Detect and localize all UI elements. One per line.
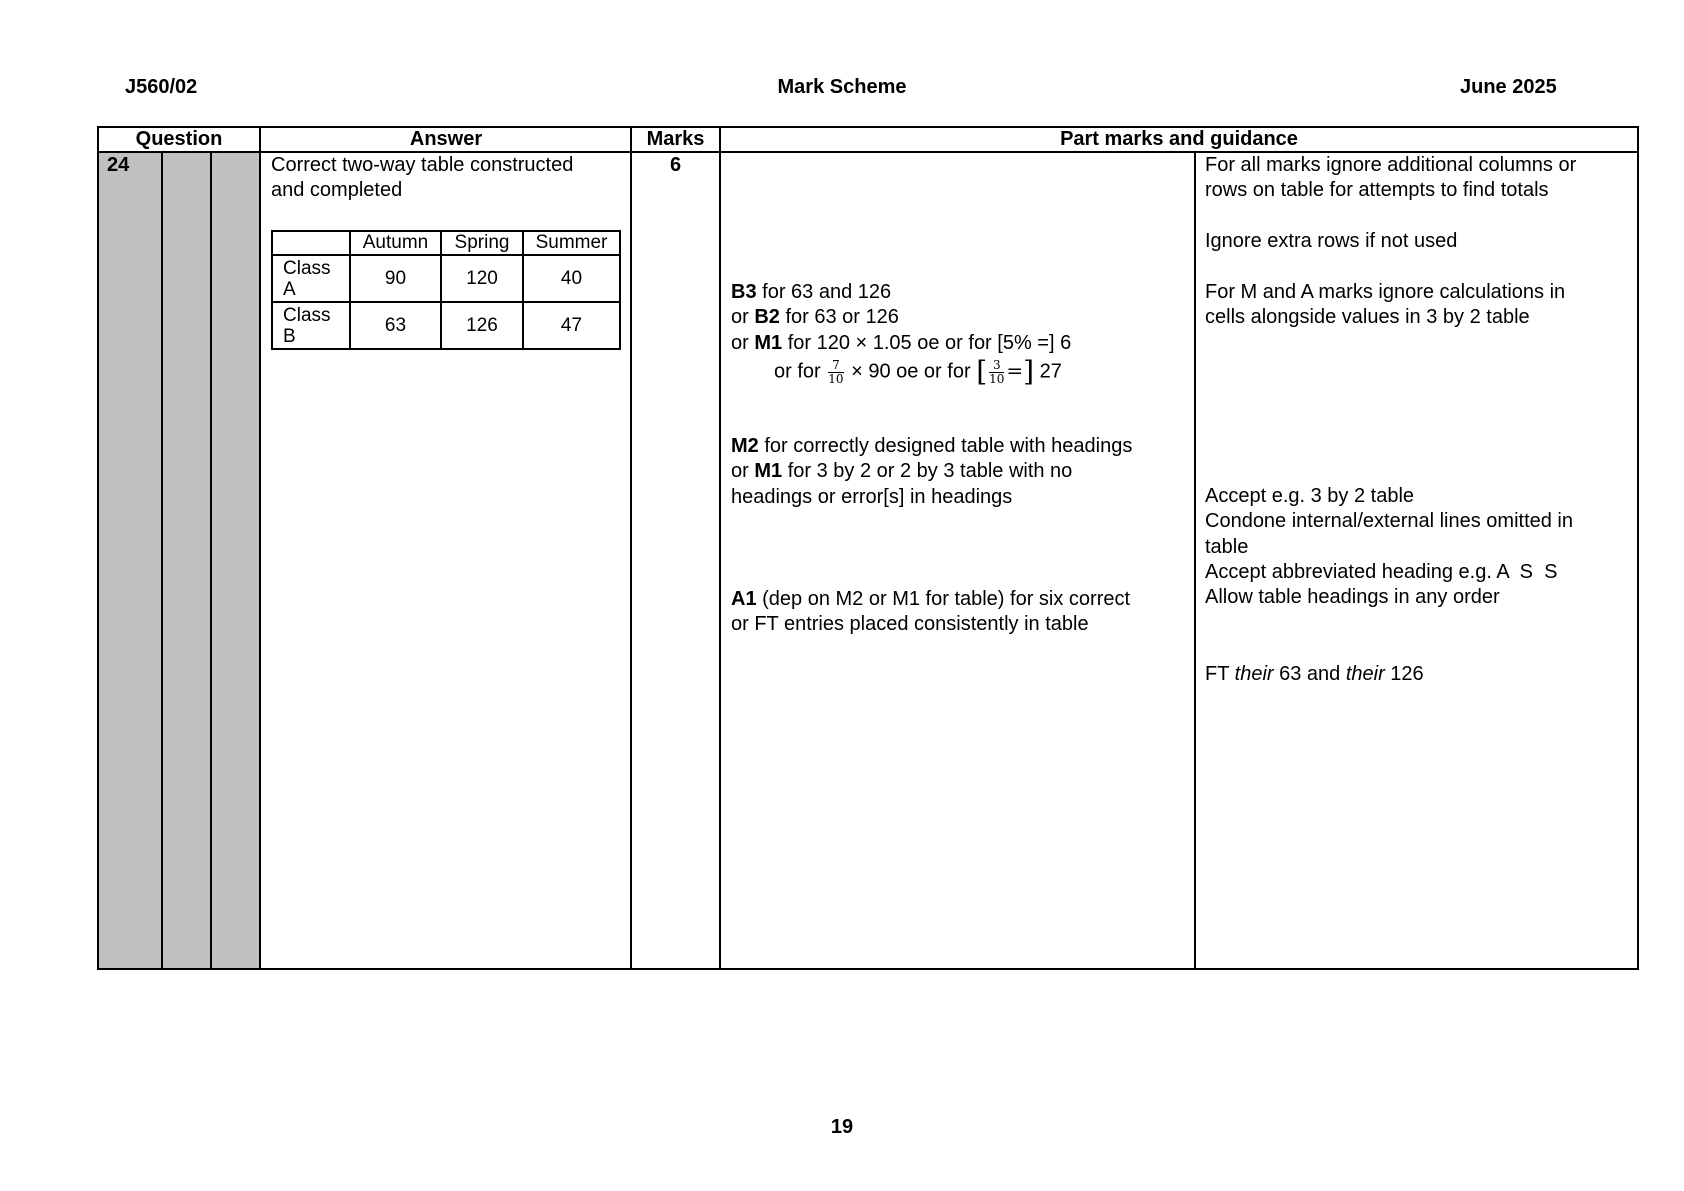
guidance-5: FT their 63 and their 126 <box>1205 662 1424 685</box>
part-marks-a: A1 (dep on M2 or M1 for table) for six correct or FT entries placed consistently in table <box>731 588 1131 636</box>
document-title: Mark Scheme <box>777 76 907 98</box>
guidance-column <box>1205 153 1631 687</box>
col-divider <box>1194 152 1196 970</box>
guidance-1: For all marks ignore additional columns or rows on table for attempts to find totals <box>1205 154 1577 202</box>
table-cell: 40 <box>523 255 620 302</box>
table-border-bottom <box>97 968 1639 970</box>
table-header: Spring <box>441 231 523 255</box>
table-cell: 90 <box>350 255 441 302</box>
table-cell: 63 <box>350 302 441 349</box>
question-number: 24 <box>107 154 130 176</box>
answer-two-way-table <box>271 230 621 350</box>
part-marks-column <box>731 280 1187 638</box>
marks-value: 6 <box>669 154 682 176</box>
fraction: $\frac{7}{10}$ <box>828 357 844 386</box>
table-cell: 120 <box>441 255 523 302</box>
table-border-left <box>97 126 99 970</box>
table-header-blank <box>272 231 350 255</box>
table-cell: 126 <box>441 302 523 349</box>
guidance-3: For M and A marks ignore calculations in cells alongside values in 3 by 2 table <box>1205 281 1566 329</box>
table-row <box>272 255 620 302</box>
column-header-question: Question <box>135 128 223 150</box>
answer-line: Correct two-way table constructed <box>271 154 574 176</box>
fraction: $\frac{3}{10}$ <box>989 357 1005 386</box>
document-date: June 2025 <box>1460 76 1557 98</box>
table-cell: 47 <box>523 302 620 349</box>
paper-code: J560/02 <box>125 76 198 98</box>
col-divider <box>161 152 163 970</box>
table-header: Summer <box>523 231 620 255</box>
question-shading <box>97 152 260 969</box>
column-header-answer: Answer <box>409 128 483 150</box>
part-marks-m: M2 for correctly designed table with headings or M1 for 3 by 2 or 2 by 3 table with no headings or error[s] in headings <box>731 435 1133 508</box>
guidance-2: Ignore extra rows if not used <box>1205 230 1458 252</box>
page-number: 19 <box>830 1116 854 1138</box>
row-label: Class B <box>272 302 350 349</box>
guidance-4: Accept e.g. 3 by 2 table Condone internal/external lines omitted in table Accept abbreviated heading e.g. A S S Allow table headings in any order <box>1205 484 1573 609</box>
table-row <box>272 302 620 349</box>
column-header-marks: Marks <box>646 128 705 150</box>
col-divider <box>210 152 212 970</box>
row-label: Class A <box>272 255 350 302</box>
col-divider <box>630 126 632 970</box>
col-divider <box>719 126 721 970</box>
answer-text <box>271 153 623 204</box>
part-marks-b: B3 for 63 and 126 or B2 for 63 or 126 or M1 for 120 × 1.05 oe or for [5% =] 6 or for $\frac{7}{10}$ × 90 oe or for [ $\frac{3}{10}$ =] 27 <box>731 281 1072 389</box>
answer-line: and completed <box>271 179 403 202</box>
col-divider <box>259 126 261 970</box>
table-header: Autumn <box>350 231 441 255</box>
table-border-right <box>1637 126 1639 970</box>
column-header-guidance: Part marks and guidance <box>1060 128 1298 150</box>
